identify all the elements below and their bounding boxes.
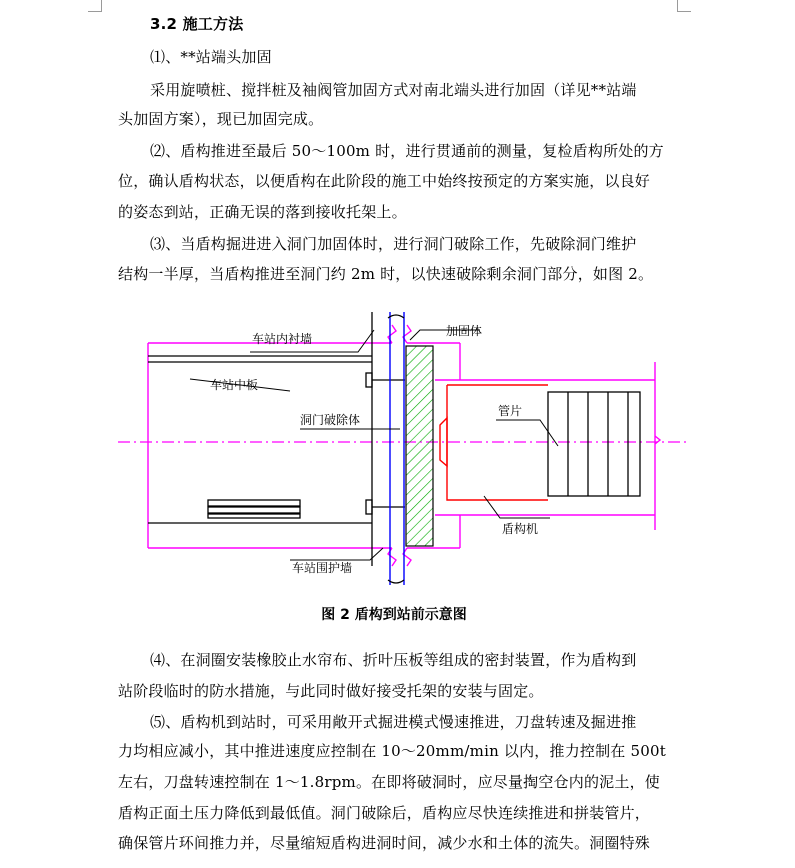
paragraph-line: ⑶、当盾构掘进进入洞门加固体时，进行洞门破除工作，先破除洞门维护 [150, 235, 637, 253]
label-station-mid-slab: 车站中板 [210, 378, 259, 392]
figure-caption: 图 2 盾构到站前示意图 [321, 607, 467, 623]
paragraph-line: 头加固方案），现已加固完成。 [118, 110, 324, 128]
paragraph-line: ⑴、**站端头加固 [150, 48, 272, 66]
paragraph-line: 站阶段临时的防水措施，与此同时做好接受托架的安装与固定。 [118, 682, 544, 700]
paragraph-line: ⑸、盾构机到站时，可采用敞开式掘进模式慢速推进，刀盘转速及掘进推 [150, 713, 637, 731]
label-station-retaining-wall: 车站围护墙 [292, 561, 353, 575]
label-portal-demolition: 洞门破除体 [300, 413, 361, 427]
paragraph-line: 采用旋喷桩、搅拌桩及袖阀管加固方式对南北端头进行加固（详见**站端 [150, 81, 637, 99]
label-segment: 管片 [498, 404, 523, 418]
paragraph-line: 结构一半厚，当盾构推进至洞门约 2m 时，以快速破除剩余洞门部分，如图 2。 [118, 265, 654, 283]
paragraph-line: 位，确认盾构状态，以便盾构在此阶段的施工中始终按预定的方案实施，以良好 [118, 172, 651, 190]
paragraph-line: ⑷、在洞圈安装橡胶止水帘布、折叶压板等组成的密封装置，作为盾构到 [150, 651, 637, 669]
label-reinforcement: 加固体 [446, 324, 483, 338]
paragraph-line: 的姿态到站，正确无误的落到接收托架上。 [118, 203, 407, 221]
station-slab-lines [148, 312, 405, 566]
paragraph-line: 力均相应减小，其中推进速度应控制在 10～20mm/min 以内，推力控制在 500t [118, 742, 666, 760]
section-heading: 3.2 施工方法 [150, 15, 244, 33]
reinforcement-block [406, 346, 433, 546]
label-station-inner-wall: 车站内衬墙 [252, 332, 313, 346]
paragraph-line: 左右，刀盘转速控制在 1～1.8rpm。在即将破洞时，应尽量掏空仓内的泥土，使 [118, 773, 660, 791]
paragraph-line: 确保管片环间推力并，尽量缩短盾构进洞时间，减少水和土体的流失。洞圈特殊 [118, 834, 651, 852]
retaining-walls [390, 312, 404, 585]
tunnel-segments [548, 392, 640, 496]
label-shield-machine: 盾构机 [502, 522, 539, 536]
paragraph-line: ⑵、盾构推进至最后 50～100m 时，进行贯通前的测量，复检盾构所处的方 [150, 142, 664, 160]
paragraph-line: 盾构正面土压力降低到最低值。洞门破除后，盾构应尽快连续推进和拼装管片， [118, 804, 651, 822]
